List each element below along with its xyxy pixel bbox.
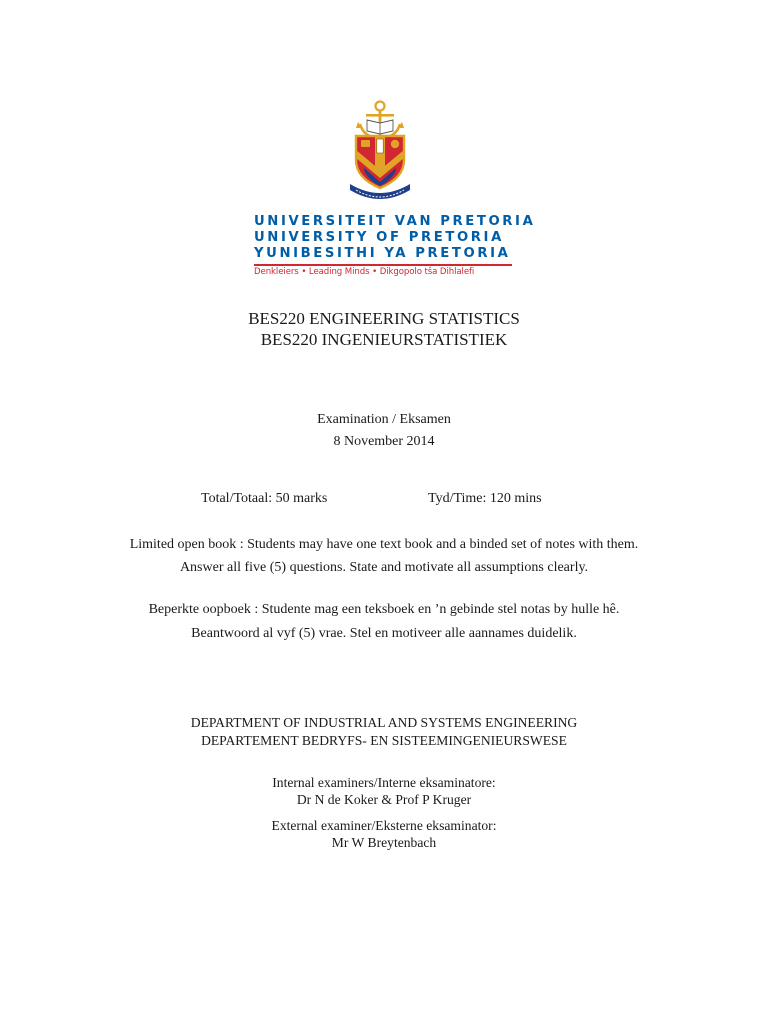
instruction-line-beantwoord: Beantwoord al vyf (5) vrae. Stel en motiveer alle aannames duidelik.: [191, 626, 577, 641]
instructions-afrikaans: [0, 598, 768, 646]
total-marks: Total/Totaal: 50 marks: [201, 491, 328, 506]
university-name-english: UNIVERSITY OF PRETORIA: [254, 230, 504, 245]
external-examiner-label: External examiner/Eksterne eksaminator:: [271, 818, 497, 833]
department-afrikaans: DEPARTEMENT BEDRYFS- EN SISTEEMINGENIEURSWESE: [201, 733, 567, 748]
university-name-afrikaans: UNIVERSITEIT VAN PRETORIA: [254, 214, 536, 229]
course-title-afrikaans: BES220 INGENIEURSTATISTIEK: [260, 330, 508, 349]
exam-date: 8 November 2014: [333, 434, 435, 449]
exam-info: [0, 409, 768, 453]
internal-examiners-names: Dr N de Koker & Prof P Kruger: [296, 792, 472, 807]
total-time: Tyd/Time: 120 mins: [428, 491, 542, 506]
external-examiner-name: Mr W Breytenbach: [331, 835, 437, 850]
instruction-line-oopboek: Beperkte oopboek : Studente mag een teksboek en ’n gebinde stel notas by hulle hê.: [148, 602, 620, 617]
instruction-line-answer-all: Answer all five (5) questions. State and motivate all assumptions clearly.: [179, 560, 589, 575]
department: [0, 714, 768, 750]
instructions-english: [0, 533, 768, 579]
department-english: DEPARTMENT OF INDUSTRIAL AND SYSTEMS ENGINEERING: [190, 715, 578, 730]
university-motto: Denkleiers • Leading Minds • Dikgopolo tša Dihlalefi: [254, 267, 475, 277]
instruction-line-open-book: Limited open book : Students may have one text book and a binded set of notes with them.: [129, 537, 639, 552]
internal-examiners-label: Internal examiners/Interne eksaminatore:: [272, 775, 496, 790]
course-title-english: BES220 ENGINEERING STATISTICS: [248, 309, 520, 328]
logo-divider: [254, 264, 512, 266]
internal-examiners: [0, 774, 768, 808]
exam-type: Examination / Eksamen: [317, 412, 451, 427]
course-title: [0, 308, 768, 350]
external-examiner: [0, 817, 768, 851]
university-name-sepedi: YUNIBESITHI YA PRETORIA: [254, 246, 511, 261]
university-name-lines: [254, 214, 536, 262]
university-crest-logo: [346, 98, 414, 206]
